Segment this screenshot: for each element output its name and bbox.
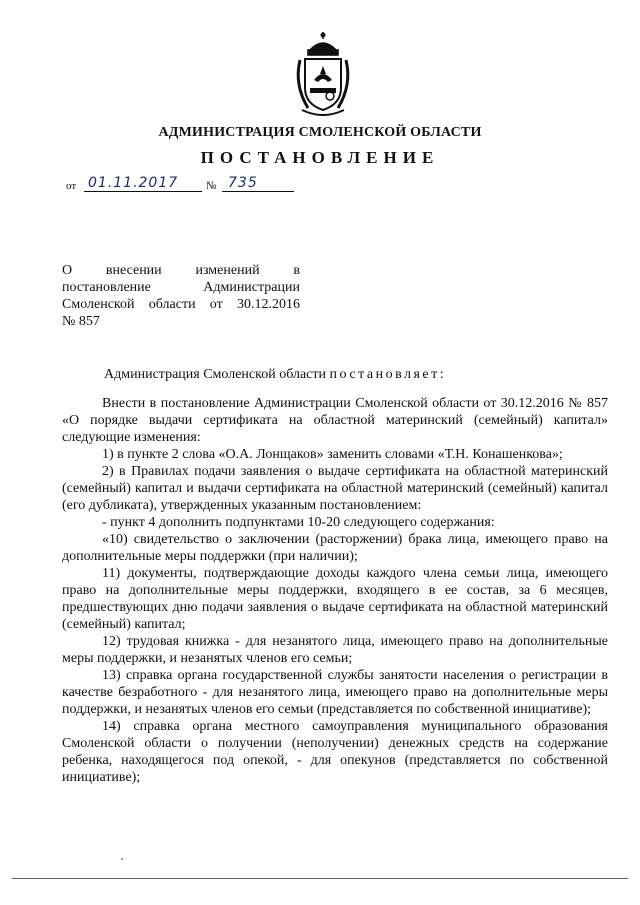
subject-line: Смоленской области от 30.12.2016	[62, 297, 300, 312]
crown-icon	[308, 32, 338, 55]
subject-line: № 857	[62, 314, 100, 329]
preamble	[104, 367, 446, 383]
date-label: от	[66, 180, 77, 192]
body-paragraph: Внести в постановление Администрации Смоленской области от 30.12.2016 № 857 «О порядке выдачи сертификата на областной материнский (семейный) капитал» следующие изменения:	[62, 396, 608, 445]
handwritten-number: 735	[228, 175, 258, 191]
organization-name: АДМИНИСТРАЦИЯ СМОЛЕНСКОЙ ОБЛАСТИ	[158, 125, 482, 140]
coat-of-arms-emblem	[290, 30, 356, 116]
body-paragraph: 13) справка органа государственной службы занятости населения о регистрации в качестве безработного - для незанятого лица, имеющего право на дополнительные меры поддержки, и незанятых членов его семьи (представляется по собственной инициативе);	[62, 668, 608, 717]
page-bottom-rule	[12, 878, 628, 879]
body-paragraph: «10) свидетельство о заключении (расторжении) брака лица, имеющего право на дополнительные меры поддержки (при наличии);	[62, 532, 608, 564]
subject-line: постановление Администрации	[62, 280, 300, 295]
subject-line: О внесении изменений в	[62, 263, 300, 278]
document-subject	[62, 262, 300, 330]
preamble-text: Администрация Смоленской области	[104, 367, 327, 382]
document-body	[62, 395, 608, 786]
body-paragraph: 2) в Правилах подачи заявления о выдаче сертификата на областной материнский (семейный) капитал и выдачи сертификата на областной материнский (семейный) капитал (его дубликата), утвержденных указанным постановлением:	[62, 464, 608, 513]
body-paragraph: 14) справка органа местного самоуправления муниципального образования Смоленской области о получении (неполучении) денежных средств на содержание ребенка, находящегося под опекой, - для опекунов (представляется по собственной инициативе);	[62, 719, 608, 785]
body-paragraph: - пункт 4 дополнить подпунктами 10-20 следующего содержания:	[102, 515, 495, 530]
body-paragraph: 12) трудовая книжка - для незанятого лица, имеющего право на дополнительные меры поддержки, и незанятых членов его семьи;	[62, 634, 608, 666]
handwritten-date: 01.11.2017	[88, 175, 179, 191]
number-label: №	[206, 180, 217, 192]
scan-speck	[121, 858, 123, 860]
preamble-verb: постановляет:	[329, 367, 447, 382]
document-type-title: ПОСТАНОВЛЕНИЕ	[200, 148, 440, 167]
body-paragraph: 11) документы, подтверждающие доходы каждого члена семьи лица, имеющего право на дополнительные меры поддержки, входящего в ее состав, за 6 месяцев, предшествующих дню подачи заявления о выдаче сертификата на областной материнский (семейный) капитал;	[62, 566, 608, 632]
body-paragraph: 1) в пункте 2 слова «О.А. Лонщаков» заменить словами «Т.Н. Конашенкова»;	[102, 447, 563, 462]
registration-line	[66, 176, 316, 194]
